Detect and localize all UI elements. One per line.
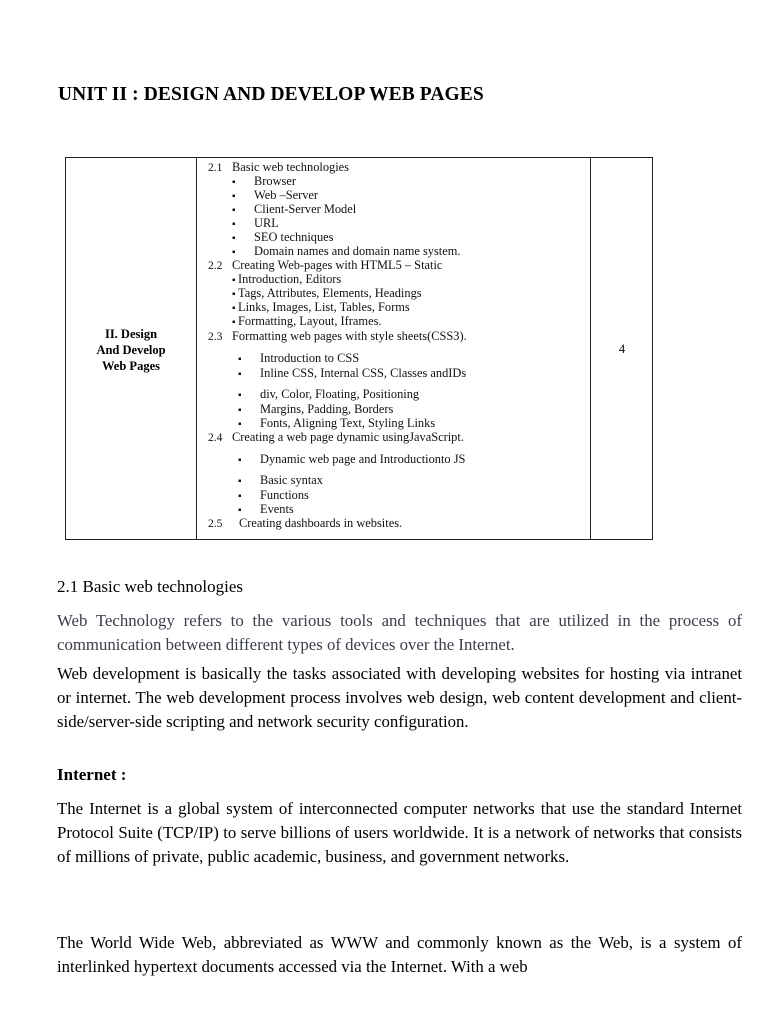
topic-text: Margins, Padding, Borders [260, 402, 394, 416]
topic-heading [208, 329, 467, 344]
topic-number: 2.3 [208, 331, 223, 343]
topic-heading [208, 516, 402, 531]
topic-item [238, 351, 359, 367]
unit-name-cell [66, 326, 196, 374]
unit-name-line: II. Design [104, 327, 158, 341]
topic-text: SEO techniques [254, 230, 334, 244]
topic-text: Web –Server [254, 188, 319, 202]
topic-number: 2.4 [208, 432, 223, 444]
hours-cell: 4 [618, 342, 626, 356]
bullet-icon: ▪ [238, 390, 242, 401]
bullet-icon: ▪ [232, 219, 236, 230]
topic-text: Creating Web-pages with HTML5 – Static [232, 258, 443, 272]
bullet-icon: ▪ [232, 233, 236, 244]
topic-text: Events [260, 502, 294, 516]
topic-item [238, 473, 323, 489]
topic-text: Tags, Attributes, Elements, Headings [238, 286, 422, 300]
bullet-icon: ▪ [232, 177, 236, 188]
topic-text: Client-Server Model [254, 202, 357, 216]
topic-heading [208, 430, 464, 445]
topic-text: Basic web technologies [232, 160, 349, 174]
bullet-icon: ▪ [232, 247, 236, 258]
bullet-icon: ▪ [232, 205, 236, 216]
bullet-icon: ▪ [232, 317, 236, 328]
topic-text: Domain names and domain name system. [254, 244, 461, 258]
bullet-icon: ▪ [238, 419, 242, 430]
bullet-icon: ▪ [238, 491, 242, 502]
bullet-icon: ▪ [238, 455, 242, 466]
topic-text: Introduction to CSS [260, 351, 360, 365]
paragraph-web-development: Web development is basically the tasks associated with developing websites for hosting via intranet or internet. The web development process involves web design, web content development and client-side/server-side scripting and network security configuration. [57, 664, 742, 732]
bullet-icon: ▪ [238, 405, 242, 416]
bullet-icon: ▪ [232, 275, 236, 286]
topic-number: 2.5 [208, 518, 223, 530]
topic-text: Browser [254, 174, 296, 188]
topic-number: 2.1 [208, 162, 223, 174]
unit-name-line: And Develop [96, 343, 166, 357]
bullet-icon: ▪ [232, 191, 236, 202]
section-heading: 2.1 Basic web technologies [57, 577, 244, 596]
bullet-icon: ▪ [238, 369, 242, 380]
syllabus-table [65, 157, 653, 540]
topic-text: URL [254, 216, 279, 230]
topic-text: Basic syntax [260, 473, 323, 487]
paragraph-web-technology: Web Technology refers to the various tools and techniques that are utilized in the process of communication between different types of devices over the Internet. [57, 611, 742, 655]
topic-item [232, 314, 382, 330]
topic-heading [208, 160, 349, 175]
bullet-icon: ▪ [238, 354, 242, 365]
topic-text: Formatting web pages with style sheets(CSS3). [232, 329, 467, 343]
page-title: UNIT II : DESIGN AND DEVELOP WEB PAGES [58, 84, 484, 105]
topic-number: 2.2 [208, 260, 223, 272]
bullet-icon: ▪ [238, 476, 242, 487]
topic-text: Formatting, Layout, Iframes. [238, 314, 382, 328]
topic-text: Creating a web page dynamic usingJavaScript. [232, 430, 464, 444]
topic-text: Introduction, Editors [238, 272, 342, 286]
bullet-icon: ▪ [232, 303, 236, 314]
topic-text: Functions [260, 488, 309, 502]
internet-heading: Internet : [57, 765, 127, 784]
topic-text: div, Color, Floating, Positioning [260, 387, 420, 401]
bullet-icon: ▪ [238, 505, 242, 516]
topic-text: Inline CSS, Internal CSS, Classes andIDs [260, 366, 467, 380]
topic-item [238, 366, 466, 382]
topic-item [238, 452, 465, 468]
table-column-divider [196, 158, 197, 539]
paragraph-internet: The Internet is a global system of interconnected computer networks that use the standard Internet Protocol Suite (TCP/IP) to serve billions of users worldwide. It is a network of networks that consists of millions of private, public academic, business, and government networks. [57, 799, 742, 867]
topic-text: Fonts, Aligning Text, Styling Links [260, 416, 436, 430]
topic-text: Dynamic web page and Introductionto JS [260, 452, 466, 466]
topic-text: Creating dashboards in websites. [239, 516, 403, 530]
paragraph-www: The World Wide Web, abbreviated as WWW and commonly known as the Web, is a system of interlinked hypertext documents accessed via the Internet. With a web [57, 933, 742, 977]
unit-name-line: Web Pages [102, 359, 160, 373]
bullet-icon: ▪ [232, 289, 236, 300]
topic-text: Links, Images, List, Tables, Forms [238, 300, 410, 314]
topic-item [238, 387, 419, 403]
topic-heading [208, 258, 442, 273]
